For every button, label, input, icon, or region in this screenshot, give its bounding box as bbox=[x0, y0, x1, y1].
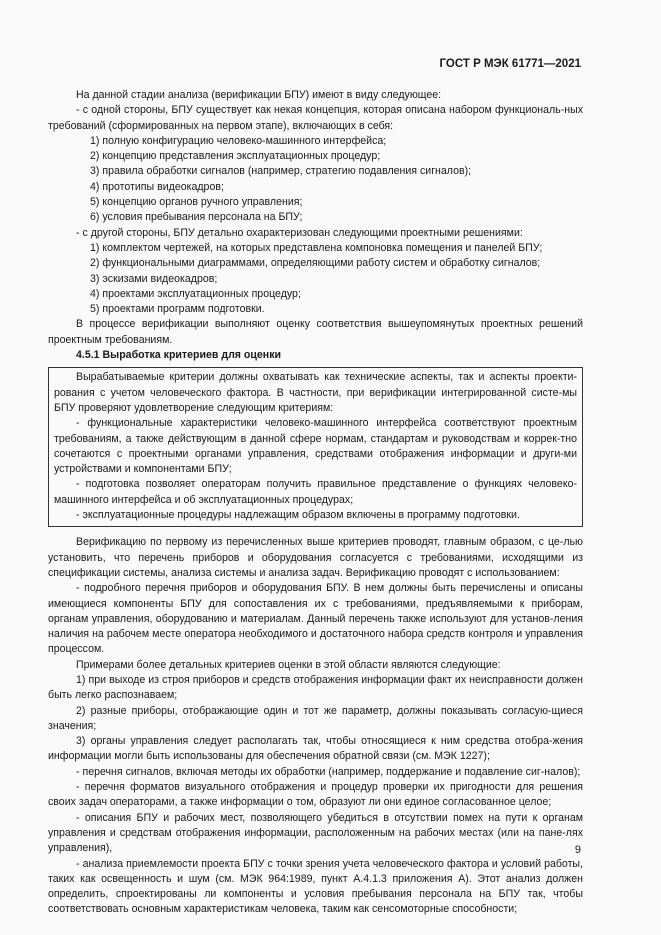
body-item: 1) при выходе из строя приборов и средств отображения информации факт их неисправности должен быть легко распознаваем; bbox=[48, 673, 583, 702]
intro-paragraph: - с одной стороны, БПУ существует как некая концепция, которая описана набором функциональ-ных требований (сформированных на первом этапе), включающих в себя: bbox=[48, 104, 583, 132]
body-item: - анализа приемлемости проекта БПУ с точки зрения учета человеческого фактора и условий работы, таких как освещенность и шум (см. МЭК 964:1989, пункт А.4.1.3 приложения А). Этот анализ должен определить, спроектированы ли компоненты и условия пребывания персонала на БПУ так, чтобы соответствовать основным характеристикам человека, таким как сенсомоторные способности; bbox=[48, 857, 583, 916]
intro-paragraph: В процессе верификации выполняют оценку соответствия вышеупомянутых проектных решений проектным требованиям. bbox=[48, 318, 583, 346]
list-item: 5) концепцию органов ручного управления; bbox=[90, 196, 303, 209]
body-paragraph: Примерами более детальных критериев оценки в этой области являются следующие: bbox=[76, 658, 501, 671]
body-item: - перечня форматов визуального отображения и процедур проверки их пригодности для решения своих задач операторами, а также информации о том, образуют ли они единое согласованное целое; bbox=[48, 781, 583, 809]
box-paragraph: Вырабатываемые критерии должны охватывать как технические аспекты, так и аспекты проекти-рования с учетом человеческого фактора. В частности, при верификации интегрированной систе-мы БПУ проверяют удовлетворение следующим критериям: bbox=[54, 371, 577, 414]
body-item: 2) разные приборы, отображающие один и тот же параметр, должны показывать согласую-щиеся значения; bbox=[48, 704, 583, 732]
list-item: 2) функциональными диаграммами, определяющими работу систем и обработку сигналов; bbox=[90, 257, 541, 270]
body-item: - описания БПУ и рабочих мест, позволяющего убедиться в отсутствии помех на пути к органам управления и средствам отображения информации, расположенным на рабочих местах (или на пане-лях управления), bbox=[48, 811, 583, 855]
page-content bbox=[48, 88, 583, 918]
body-item: - перечня сигналов, включая методы их обработки (например, поддержание и подавление сиг-налов); bbox=[76, 765, 581, 778]
body-item: 3) органы управления следует располагать так, чтобы относящиеся к ним средства отобра-жения информации могли быть использованы для обеспечения обратной связи (см. МЭК 1227); bbox=[48, 735, 583, 763]
box-item: - подготовка позволяет операторам получить правильное представление о функциях человеко-машинного интерфейса и об эксплуатационных процедурах; bbox=[54, 478, 577, 506]
list-item: 6) условия пребывания персонала на БПУ; bbox=[90, 211, 303, 224]
section-heading: 4.5.1 Выработка критериев для оценки bbox=[76, 349, 282, 362]
box-item: - эксплуатационные процедуры надлежащим образом включены в программу подготовки. bbox=[76, 509, 520, 522]
body-paragraph: - подробного перечня приборов и оборудования БПУ. В нем должны быть перечислены и описаны имеющиеся компоненты БПУ для сопоставления их с требованиями, предъявляемыми к приборам, органам управления, оборудованию и материалам. Данный перечень также используют для установ-ления наличия на рабочем месте оператора необходимого и достаточного набора средств контроля и управления процессом. bbox=[48, 582, 583, 656]
list-item: 4) проектами эксплуатационных процедур; bbox=[90, 287, 301, 300]
intro-paragraph: - с другой стороны, БПУ детально охарактеризован следующими проектными решениями: bbox=[76, 226, 523, 239]
document-header: ГОСТ Р МЭК 61771—2021 bbox=[439, 58, 581, 70]
list-item: 5) проектами программ подготовки. bbox=[90, 303, 265, 316]
box-item: - функциональные характеристики человеко-машинного интерфейса соответствуют проектным требованиям, а также действующим в данной сфере нормам, стандартам и руководствам и коррек-тно сочетаются с проектными органами управления, средствами отображения информации и други-ми устройствами и компонентами БПУ; bbox=[54, 417, 577, 476]
page-number: 9 bbox=[574, 844, 581, 856]
list-item: 3) эскизами видеокадров; bbox=[90, 272, 218, 285]
list-item: 1) комплектом чертежей, на которых представлена компоновка помещения и панелей БПУ; bbox=[90, 241, 543, 254]
list-item: 4) прототипы видеокадров; bbox=[90, 180, 224, 193]
list-item: 1) полную конфигурацию человеко-машинного интерфейса; bbox=[90, 134, 387, 147]
list-item: 3) правила обработки сигналов (например, стратегию подавления сигналов); bbox=[90, 165, 472, 178]
body-paragraph: Верификацию по первому из перечисленных выше критериев проводят, главным образом, с це-лью установить, что перечень приборов и оборудования согласуется с требованиями, исходящими из спецификации системы, анализа системы и анализа задач. Верификацию проводят с использованием: bbox=[48, 536, 583, 579]
intro-paragraph: На данной стадии анализа (верификации БПУ) имеют в виду следующее: bbox=[76, 89, 442, 101]
criteria-box bbox=[48, 367, 583, 527]
list-item: 2) концепцию представления эксплуатационных процедур; bbox=[90, 150, 381, 163]
